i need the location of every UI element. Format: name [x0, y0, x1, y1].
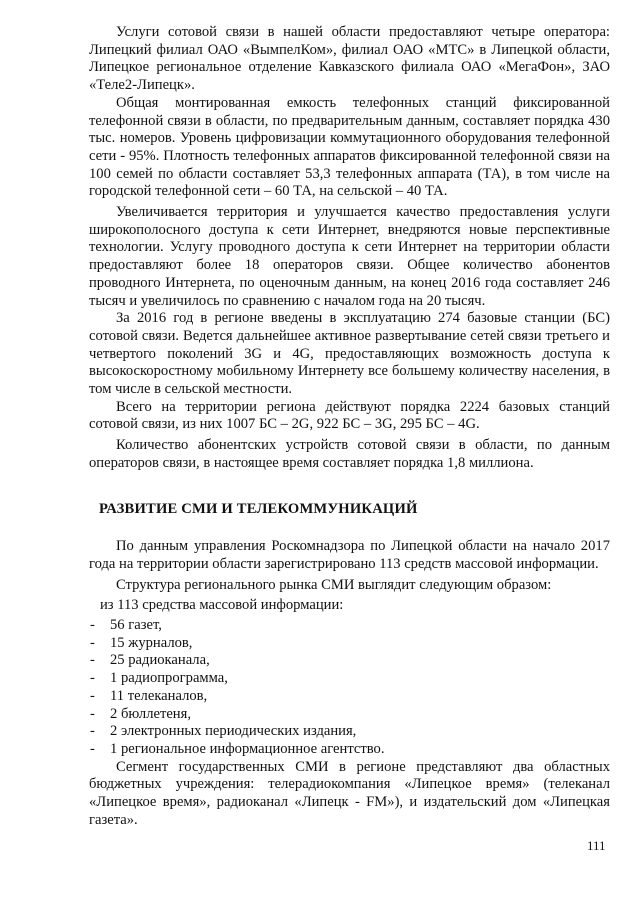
list-item — [89, 706, 610, 724]
list-item-text: 2 электронных периодических издания, — [110, 723, 357, 740]
list-item-text: 2 бюллетеня, — [110, 705, 191, 722]
dash-bullet: - — [90, 705, 95, 722]
paragraph-media-intro: По данным управления Роскомнадзора по Липецкой области на начало 2017 года на территории области зарегистрировано 113 средств массовой информации. — [89, 538, 610, 572]
list-item-text: 1 региональное информационное агентство. — [110, 740, 385, 757]
dash-bullet: - — [90, 617, 95, 634]
dash-bullet: - — [90, 687, 95, 704]
page-number: 111 — [587, 838, 606, 853]
list-item — [89, 652, 610, 670]
dash-bullet: - — [90, 670, 95, 687]
paragraph-base-stations-2016: За 2016 год в регионе введены в эксплуатацию 274 базовые станции (БС) сотовой связи. Ведется дальнейшее активное развертывание сетей связи третьего и четвертого поколений 3G и 4G, предоставляющих возможность доступа к высокоскоростному мобильному Интернету все большему количеству населения, в том числе в сельской местности. — [89, 310, 610, 398]
list-item-text: 25 радиоканала, — [110, 652, 210, 669]
paragraph-subscriber-devices: Количество абонентских устройств сотовой связи в области, по данным операторов связи, в настоящее время составляет порядка 1,8 миллиона. — [89, 437, 610, 471]
list-item — [89, 670, 610, 688]
list-item-text: 11 телеканалов, — [110, 687, 208, 704]
dash-bullet: - — [90, 652, 95, 669]
list-item — [89, 723, 610, 741]
document-page — [89, 24, 610, 829]
list-item — [89, 741, 610, 759]
paragraph-state-media: Сегмент государственных СМИ в регионе представляют два областных бюджетных учреждения: телерадиокомпания «Липецкое время» (телеканал «Липецкое время», радиоканал «Липецк - FM»), и издательский дом «Липецкая газета». — [89, 758, 610, 828]
paragraph-base-stations-total: Всего на территории региона действуют порядка 2224 базовых станций сотовой связи, из них 1007 БС – 2G, 922 БС – 3G, 295 БС – 4G. — [89, 398, 610, 433]
section-heading: РАЗВИТИЕ СМИ И ТЕЛЕКОММУНИКАЦИЙ — [99, 500, 418, 517]
list-item-text: 1 радиопрограмма, — [110, 670, 228, 687]
paragraph-media-structure: Структура регионального рынка СМИ выглядит следующим образом: — [116, 576, 552, 593]
list-item-text: 15 журналов, — [110, 634, 193, 651]
dash-bullet: - — [90, 634, 95, 651]
list-item — [89, 617, 610, 635]
dash-bullet: - — [90, 723, 95, 740]
paragraph-fixed-line-capacity: Общая монтированная емкость телефонных станций фиксированной телефонной связи в области, по предварительным данным, составляет порядка 430 тыс. номеров. Уровень цифровизации коммутационного оборудования телефонной сети - 95%. Плотность телефонных аппаратов фиксированной телефонной связи на 100 семей по области составляет 53,3 телефонных аппарата (ТА), в том числе на городской телефонной сети – 60 ТА, на сельской – 40 ТА. — [89, 94, 610, 200]
list-item — [89, 635, 610, 653]
media-outlets-list — [89, 617, 610, 759]
paragraph-mobile-operators: Услуги сотовой связи в нашей области предоставляют четыре оператора: Липецкий филиал ОАО «ВымпелКом», филиал ОАО «МТС» в Липецкой области, Липецкое региональное отделение Кавказского филиала ОАО «МегаФон», ЗАО «Теле2-Липецк». — [89, 24, 610, 94]
list-item — [89, 688, 610, 706]
paragraph-broadband-internet: Увеличивается территория и улучшается качество предоставления услуги широкополосного доступа к сети Интернет, внедряются новые перспективные технологии. Услугу проводного доступа к сети Интернет на территории области предоставляют более 18 операторов связи. Общее количество абонентов проводного Интернета, по оценочным данным, на конец 2016 года составляет 246 тысяч и увеличилось по сравнению с началом года на 20 тысяч. — [89, 204, 610, 309]
list-intro: из 113 средства массовой информации: — [100, 597, 344, 614]
list-item-text: 56 газет, — [110, 617, 162, 634]
dash-bullet: - — [90, 740, 95, 757]
